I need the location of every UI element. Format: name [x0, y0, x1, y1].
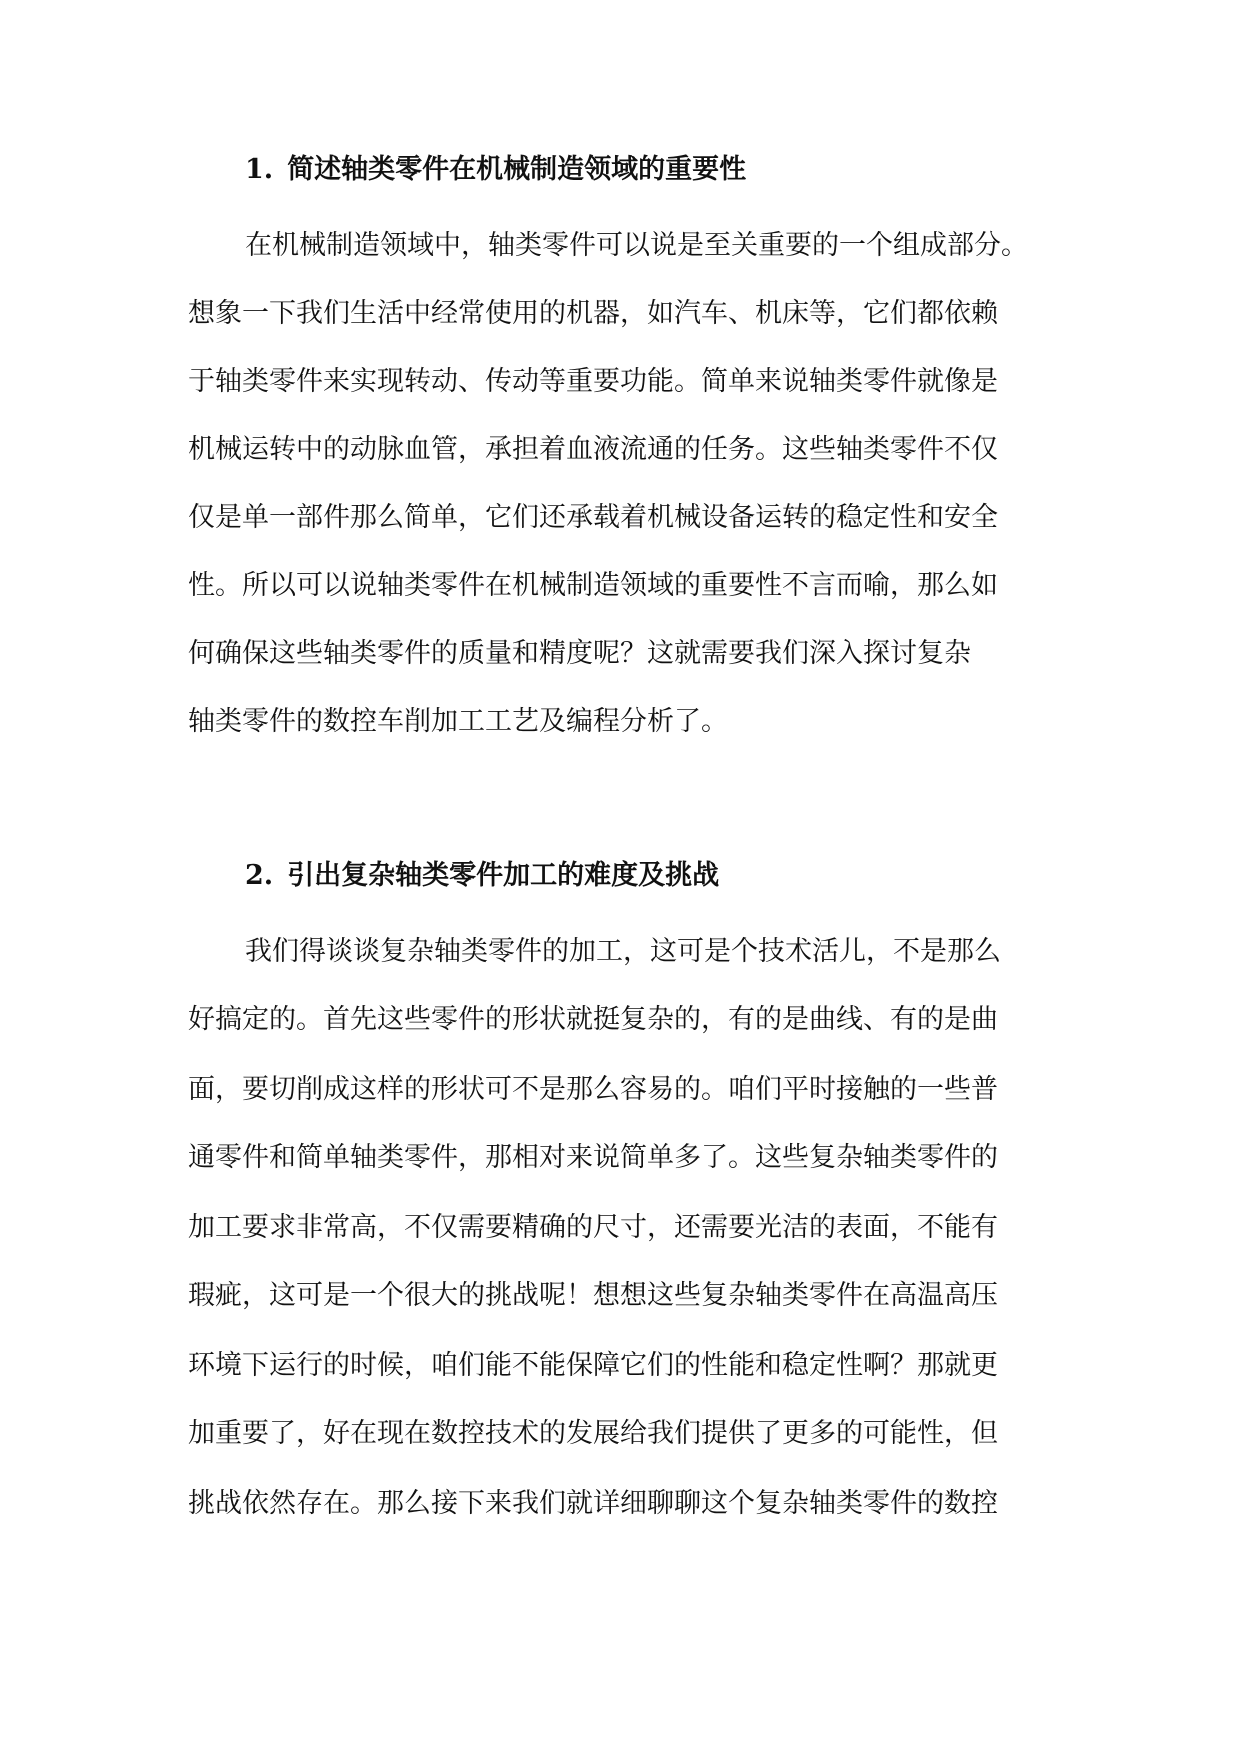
paragraph-line: 挑战依然存在。那么接下来我们就详细聊聊这个复杂轴类零件的数控: [188, 1488, 998, 1519]
section-heading-2: [245, 858, 719, 894]
paragraph-line: 何确保这些轴类零件的质量和精度呢？这就需要我们深入探讨复杂: [188, 638, 971, 669]
paragraph-line: 于轴类零件来实现转动、传动等重要功能。简单来说轴类零件就像是: [188, 366, 998, 397]
paragraph-line: 在机械制造领域中，轴类零件可以说是至关重要的一个组成部分。: [245, 230, 1028, 261]
paragraph-line: 加工要求非常高，不仅需要精确的尺寸，还需要光洁的表面，不能有: [188, 1212, 998, 1243]
paragraph-line: 想象一下我们生活中经常使用的机器，如汽车、机床等，它们都依赖: [188, 298, 998, 329]
paragraph-line: 加重要了，好在现在数控技术的发展给我们提供了更多的可能性，但: [188, 1418, 998, 1449]
paragraph-line: 环境下运行的时候，咱们能不能保障它们的性能和稳定性啊？那就更: [188, 1350, 998, 1381]
section-heading-1: [245, 152, 746, 188]
section-title: 引出复杂轴类零件加工的难度及挑战: [287, 860, 720, 891]
section-number: 1.: [245, 154, 274, 185]
paragraph-line: 瑕疵，这可是一个很大的挑战呢！想想这些复杂轴类零件在高温高压: [188, 1280, 998, 1311]
paragraph-line: 通零件和简单轴类零件，那相对来说简单多了。这些复杂轴类零件的: [188, 1142, 998, 1173]
paragraph-line: 轴类零件的数控车削加工工艺及编程分析了。: [188, 706, 728, 737]
paragraph-line: 机械运转中的动脉血管，承担着血液流通的任务。这些轴类零件不仅: [188, 434, 998, 465]
paragraph-line: 我们得谈谈复杂轴类零件的加工，这可是个技术活儿，不是那么: [245, 936, 1001, 967]
section-title: 简述轴类零件在机械制造领域的重要性: [287, 154, 747, 185]
paragraph-line: 面，要切削成这样的形状可不是那么容易的。咱们平时接触的一些普: [188, 1074, 998, 1105]
paragraph-line: 好搞定的。首先这些零件的形状就挺复杂的，有的是曲线、有的是曲: [188, 1004, 998, 1035]
paragraph-line: 仅是单一部件那么简单，它们还承载着机械设备运转的稳定性和安全: [188, 502, 998, 533]
paragraph-line: 性。所以可以说轴类零件在机械制造领域的重要性不言而喻，那么如: [188, 570, 998, 601]
section-number: 2.: [245, 860, 274, 891]
